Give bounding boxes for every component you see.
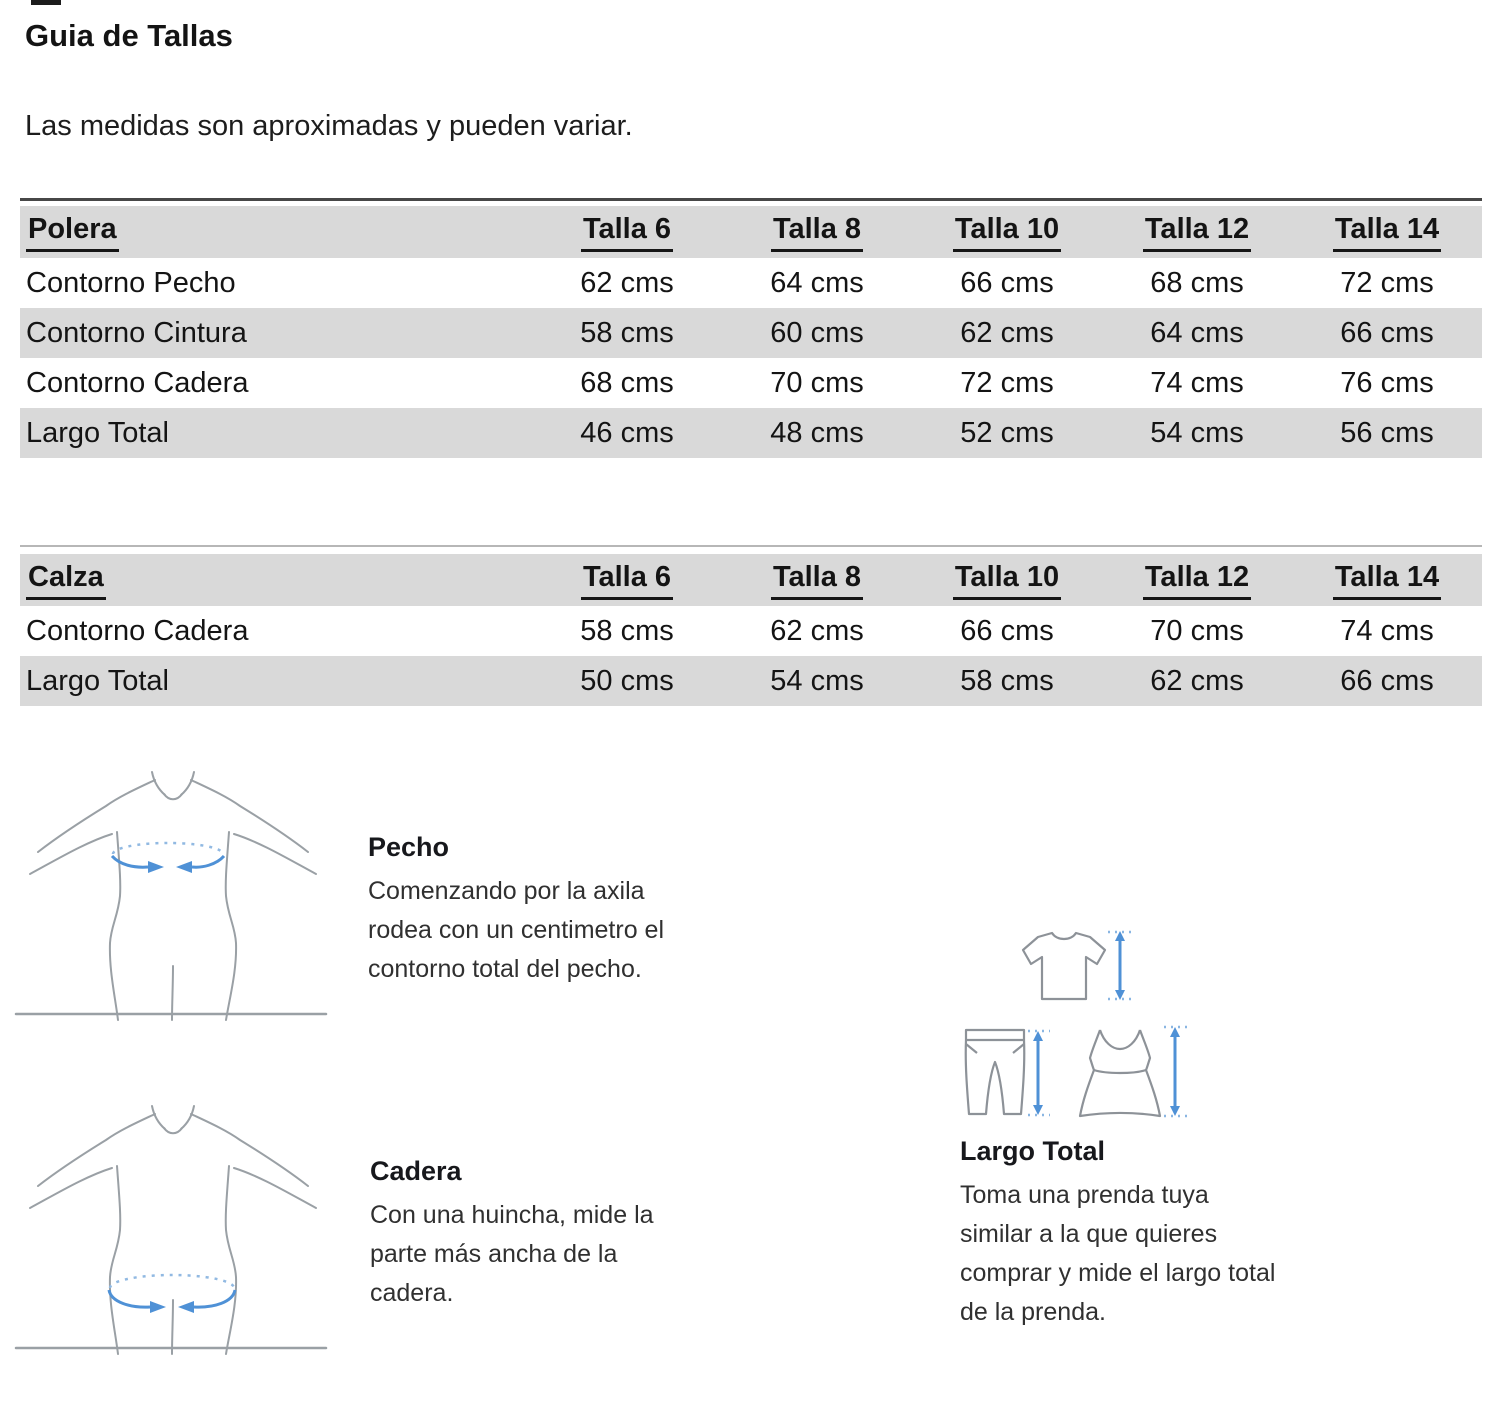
size-value: 50 cms — [580, 664, 674, 697]
disclaimer-text: Las medidas son aproximadas y pueden variar. — [25, 110, 633, 142]
column-header-garment: Polera — [26, 213, 119, 252]
body-chest-measure-diagram — [8, 768, 338, 1026]
guide-line: contorno total del pecho. — [368, 955, 642, 983]
column-header-size: Talla 10 — [953, 213, 1061, 252]
column-header-size: Talla 6 — [581, 561, 673, 600]
tshirt-length-icon — [1012, 926, 1142, 1008]
size-value: 70 cms — [770, 366, 864, 399]
pecho-guide-text — [368, 832, 664, 989]
size-value: 72 cms — [960, 366, 1054, 399]
table-row — [20, 358, 1482, 408]
guide-line: similar a la que quieres — [960, 1220, 1218, 1248]
table-row — [20, 656, 1482, 706]
size-table-calza — [20, 554, 1482, 706]
table-row — [20, 258, 1482, 308]
size-value: 76 cms — [1340, 366, 1434, 399]
guide-line: de la prenda. — [960, 1298, 1106, 1326]
size-value: 66 cms — [960, 266, 1054, 299]
table-row — [20, 308, 1482, 358]
guide-line: Con una huincha, mide la — [370, 1201, 654, 1229]
size-value: 54 cms — [1150, 416, 1244, 449]
polera-table-section — [20, 198, 1482, 458]
guide-line: rodea con un centimetro el — [368, 916, 665, 944]
column-header-size: Talla 10 — [953, 561, 1061, 600]
size-value: 64 cms — [770, 266, 864, 299]
size-value: 62 cms — [960, 316, 1054, 349]
size-value: 58 cms — [960, 664, 1054, 697]
guide-heading: Largo Total — [960, 1136, 1105, 1166]
cropped-artifact — [31, 0, 61, 5]
largo-total-guide-text — [960, 1136, 1275, 1332]
size-value: 48 cms — [770, 416, 864, 449]
row-label: Contorno Cadera — [26, 614, 249, 647]
size-value: 68 cms — [1150, 266, 1244, 299]
size-value: 66 cms — [1340, 316, 1434, 349]
guide-line: parte más ancha de la — [370, 1240, 618, 1268]
cadera-guide-text — [370, 1156, 654, 1313]
size-value: 74 cms — [1340, 614, 1434, 647]
table-top-rule — [20, 545, 1482, 547]
size-value: 68 cms — [580, 366, 674, 399]
size-table-polera — [20, 206, 1482, 458]
size-value: 58 cms — [580, 614, 674, 647]
column-header-size: Talla 14 — [1333, 213, 1441, 252]
size-value: 66 cms — [960, 614, 1054, 647]
size-value: 62 cms — [1150, 664, 1244, 697]
row-label: Contorno Cadera — [26, 366, 249, 399]
table-top-rule — [20, 198, 1482, 201]
size-value: 62 cms — [580, 266, 674, 299]
column-header-size: Talla 12 — [1143, 213, 1251, 252]
size-value: 46 cms — [580, 416, 674, 449]
size-value: 56 cms — [1340, 416, 1434, 449]
guide-line: Toma una prenda tuya — [960, 1181, 1209, 1209]
size-value: 60 cms — [770, 316, 864, 349]
size-value: 70 cms — [1150, 614, 1244, 647]
guide-heading: Cadera — [370, 1156, 462, 1186]
size-value: 74 cms — [1150, 366, 1244, 399]
row-label: Contorno Cintura — [26, 316, 247, 349]
body-hip-measure-diagram — [8, 1102, 338, 1360]
header-row — [20, 206, 1482, 258]
calza-table-section — [20, 545, 1482, 706]
row-label: Largo Total — [26, 416, 169, 449]
column-header-size: Talla 12 — [1143, 561, 1251, 600]
size-value: 62 cms — [770, 614, 864, 647]
dress-length-icon — [1076, 1022, 1191, 1125]
size-value: 72 cms — [1340, 266, 1434, 299]
size-value: 52 cms — [960, 416, 1054, 449]
pants-length-icon — [960, 1024, 1052, 1124]
size-value: 64 cms — [1150, 316, 1244, 349]
size-value: 58 cms — [580, 316, 674, 349]
row-label: Largo Total — [26, 664, 169, 697]
table-row — [20, 408, 1482, 458]
table-row — [20, 606, 1482, 656]
guide-line: comprar y mide el largo total — [960, 1259, 1276, 1287]
column-header-size: Talla 8 — [771, 213, 863, 252]
column-header-size: Talla 6 — [581, 213, 673, 252]
row-label: Contorno Pecho — [26, 266, 236, 299]
column-header-size: Talla 14 — [1333, 561, 1441, 600]
header-row — [20, 554, 1482, 606]
guide-heading: Pecho — [368, 832, 450, 862]
column-header-garment: Calza — [26, 561, 106, 600]
guide-line: cadera. — [370, 1279, 454, 1307]
size-value: 66 cms — [1340, 664, 1434, 697]
guide-line: Comenzando por la axila — [368, 877, 645, 905]
size-value: 54 cms — [770, 664, 864, 697]
page-title: Guia de Tallas — [25, 18, 233, 53]
column-header-size: Talla 8 — [771, 561, 863, 600]
